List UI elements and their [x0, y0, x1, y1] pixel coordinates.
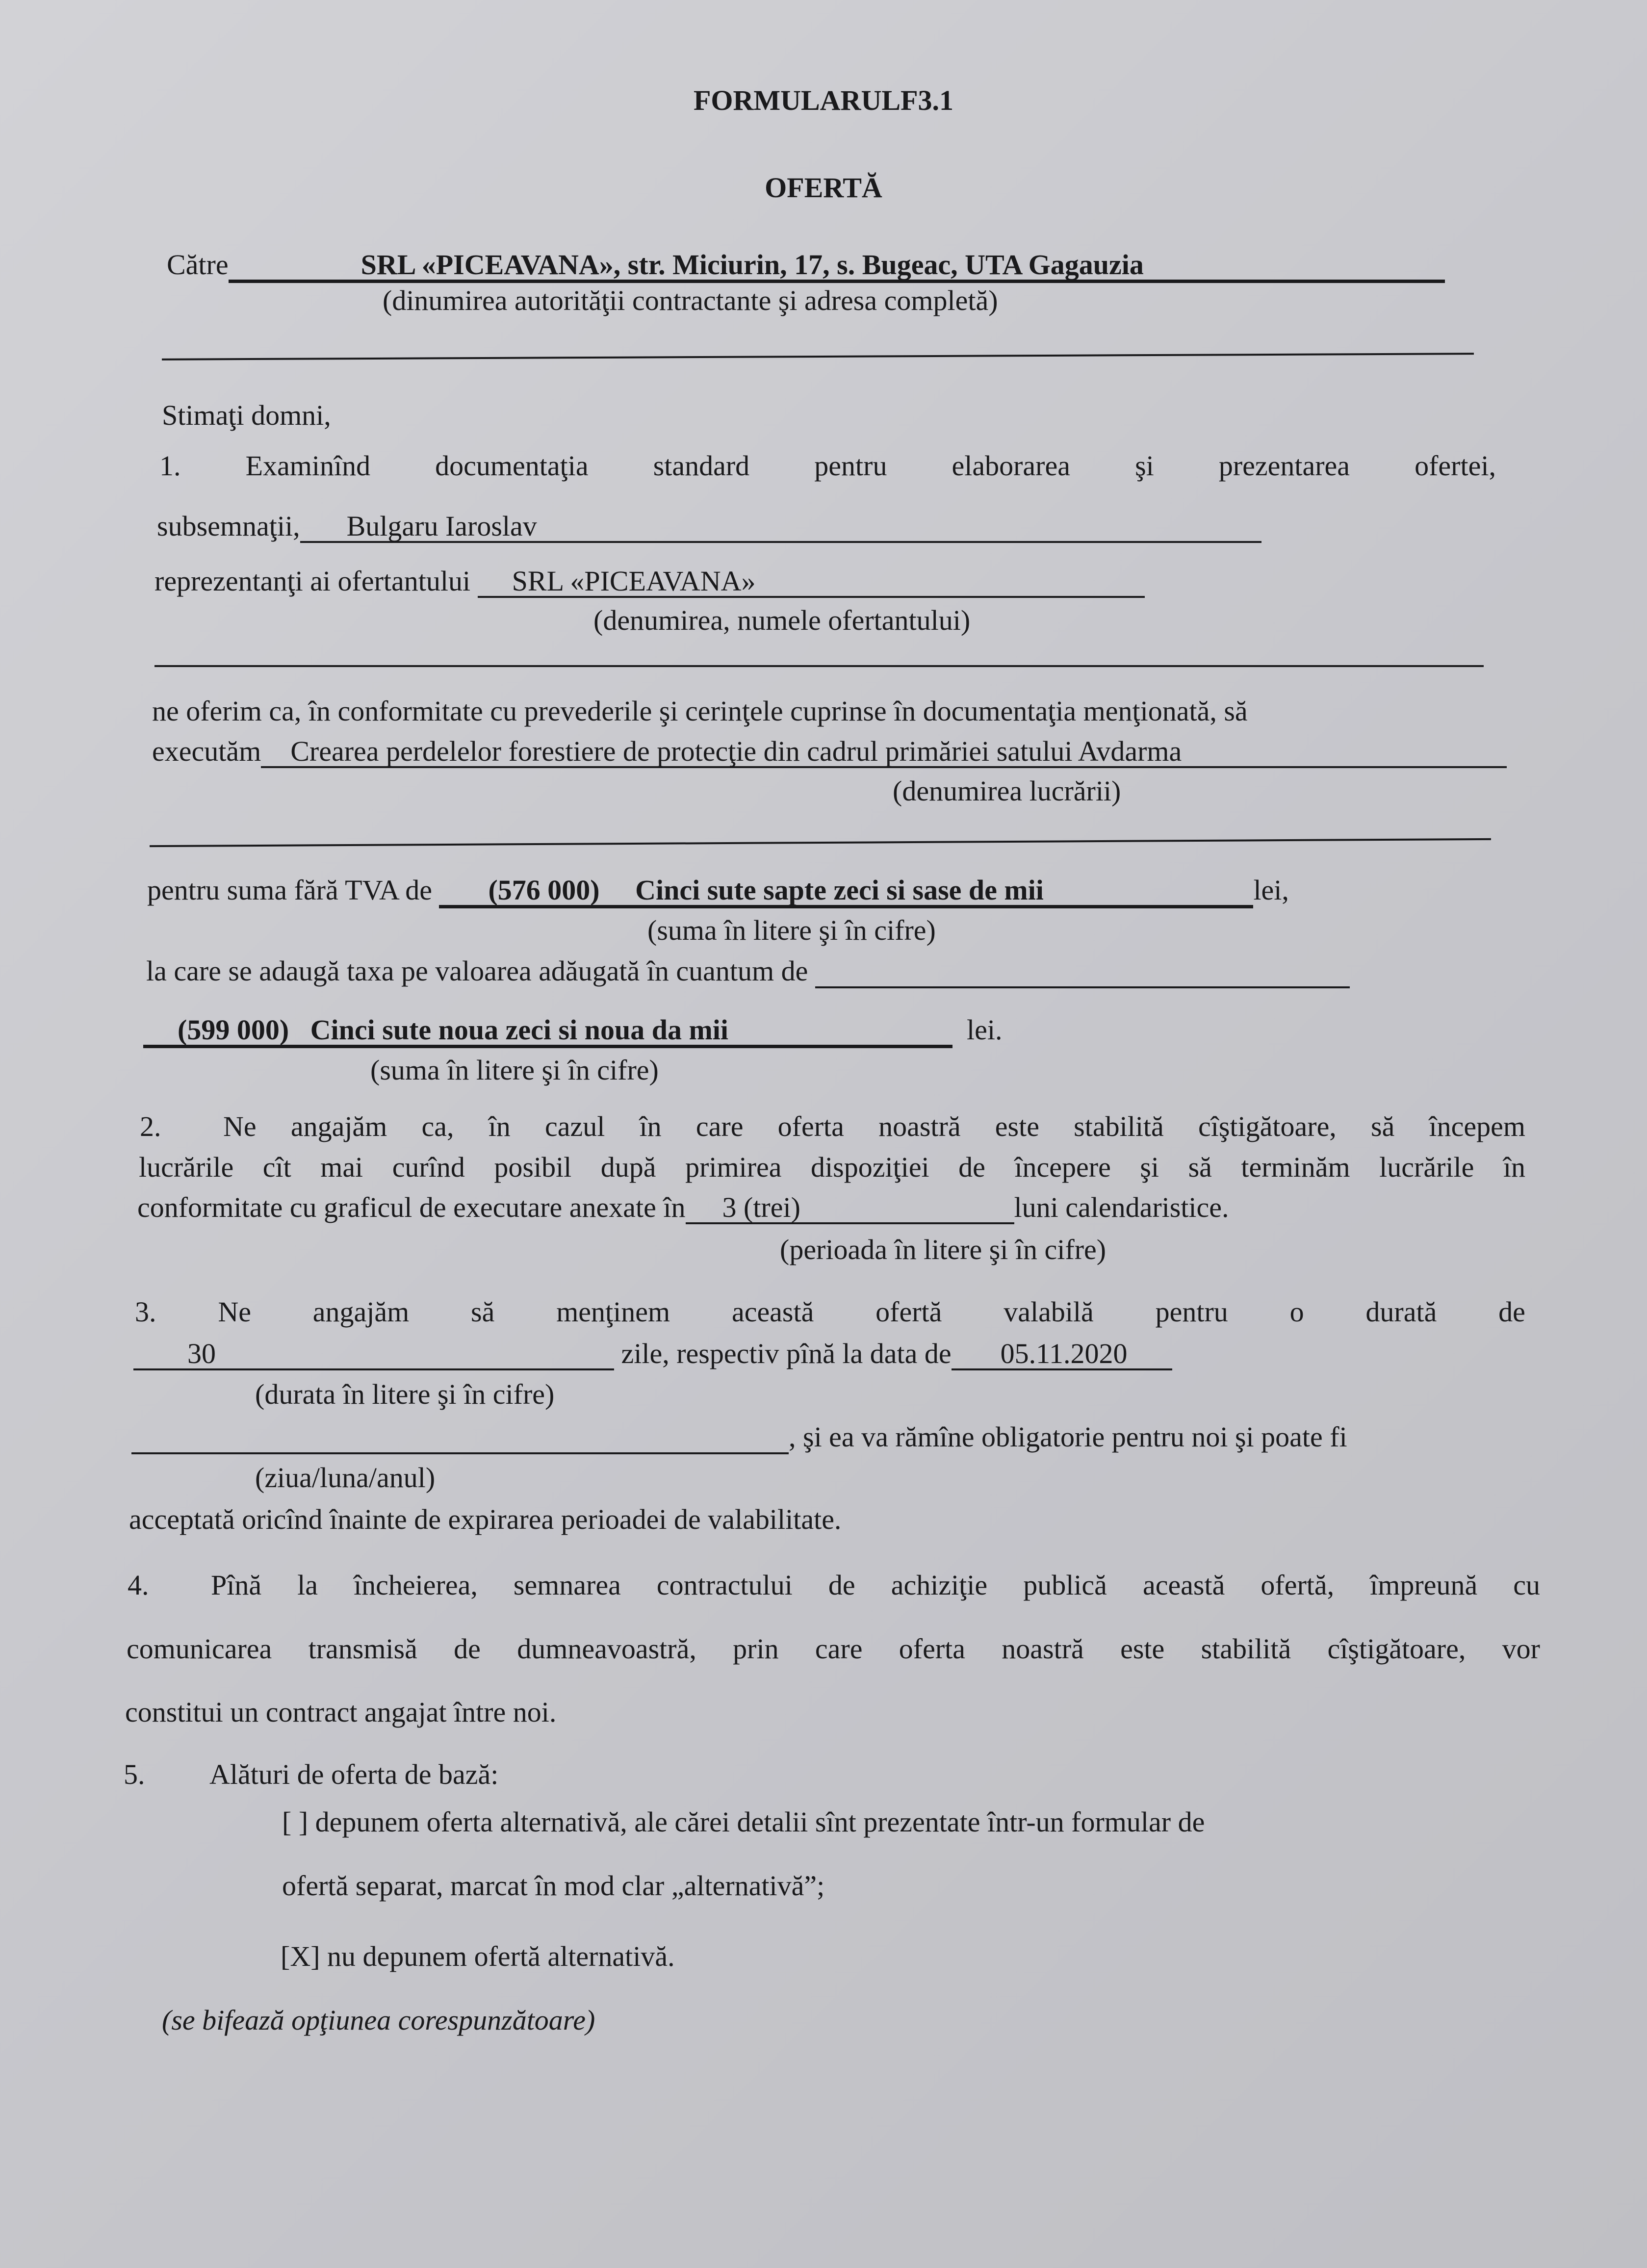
word: Examinînd: [245, 450, 371, 482]
exec-note: (denumirea lucrării): [893, 775, 1121, 807]
execute-field: Crearea perdelelor forestiere de protecţie din cadrul primăriei satului Avdarma: [261, 737, 1507, 768]
p4-number: 4.: [128, 1569, 149, 1601]
sum-words: Cinci sute sapte zeci si sase de mii: [635, 874, 1044, 906]
blank-line: [150, 838, 1491, 847]
sum-unit: lei,: [1253, 874, 1289, 906]
signed-label: subsemnaţii,: [157, 510, 300, 542]
p4-line3: constitui un contract angajat între noi.: [125, 1696, 557, 1728]
word: documentaţia: [435, 450, 589, 482]
option-hint: (se bifează opţiunea corespunzătoare): [162, 2004, 595, 2036]
p4-line1: [128, 1568, 1540, 1602]
word: de: [1498, 1296, 1525, 1328]
text: Ne angajăm ca, în cazul în care oferta noastră este stabilită cîştigătoare, să începem: [223, 1110, 1525, 1142]
word: angajăm: [312, 1296, 410, 1328]
word: valabilă: [1004, 1296, 1094, 1328]
days-field: 30: [133, 1339, 614, 1370]
recipient-label: Către: [167, 249, 229, 281]
greeting: Stimaţi domni,: [162, 399, 331, 431]
sum-label: pentru suma fără TVA de: [147, 874, 432, 906]
recipient-field: SRL «PICEAVANA», str. Miciurin, 17, s. Bugeac, UTA Gagauzia: [229, 250, 1445, 283]
date-row: [131, 1420, 1347, 1454]
date-tail: , şi ea va rămîne obligatorie pentru noi şi poate fi: [789, 1421, 1347, 1453]
days-note: (durata în litere şi în cifre): [255, 1378, 555, 1410]
word: standard: [653, 450, 750, 482]
rep-note: (denumirea, numele ofertantului): [593, 604, 971, 636]
sum-figure: (576 000): [488, 874, 600, 906]
vat-field: [815, 957, 1350, 988]
period-note: (perioada în litere şi în cifre): [780, 1234, 1107, 1265]
p3-number: 3.: [135, 1296, 156, 1328]
word: durată: [1365, 1296, 1437, 1328]
text: depunem oferta alternativă, ale cărei detalii sînt prezentate într-un formular de: [315, 1806, 1205, 1838]
vat-row: [146, 954, 1350, 988]
word: această: [731, 1296, 814, 1328]
option-alternative-line2: ofertă separat, marcat în mod clar „alternativă”;: [282, 1870, 825, 1902]
word: prezentarea: [1218, 450, 1350, 482]
p2-line2: lucrările cît mai curînd posibil după primirea dispoziţiei de începere şi să terminăm lucrările în: [139, 1151, 1525, 1183]
blank-line: [154, 665, 1484, 667]
p1-line1: [159, 449, 1496, 483]
p2-line1: [140, 1109, 1525, 1144]
period-tail: luni calendaristice.: [1014, 1191, 1229, 1223]
date-note: (ziua/luna/anul): [255, 1462, 436, 1494]
date-blank-field: [131, 1423, 789, 1454]
p1-number: 1.: [159, 450, 181, 482]
date-field: 05.11.2020: [952, 1339, 1172, 1370]
p3-line4: acceptată oricînd înainte de expirarea perioadei de valabilitate.: [129, 1503, 842, 1535]
word: Ne: [218, 1296, 251, 1328]
text: nu depunem ofertă alternativă.: [327, 1940, 675, 1972]
word: menţinem: [556, 1296, 670, 1328]
word: pentru: [1155, 1296, 1228, 1328]
sum-note: (suma în litere şi în cifre): [647, 914, 936, 946]
checkbox-alternative[interactable]: [ ]: [282, 1806, 309, 1838]
word: şi: [1135, 450, 1154, 482]
total-unit: lei.: [967, 1014, 1003, 1046]
rep-label: reprezentanţi ai ofertantului: [154, 565, 471, 597]
word: o: [1289, 1296, 1304, 1328]
total-figure: (599 000): [178, 1014, 289, 1046]
representative-row: [154, 564, 1145, 598]
representative-field: SRL «PICEAVANA»: [478, 567, 1145, 598]
total-words: Cinci sute noua zeci si noua da mii: [310, 1014, 728, 1046]
signed-row: [157, 509, 1261, 543]
total-row: [143, 1013, 1002, 1048]
execute-row: [152, 734, 1507, 769]
recipient-row: [167, 248, 1445, 283]
blank-line: [162, 353, 1474, 361]
text: Alături de oferta de bază:: [209, 1758, 499, 1790]
vat-label: la care se adaugă taxa pe valoarea adăugată în cuantum de: [146, 955, 808, 987]
sum-row: [147, 873, 1289, 908]
checkbox-no-alternative[interactable]: [X]: [281, 1940, 320, 1972]
word: să: [471, 1296, 495, 1328]
total-note: (suma în litere şi în cifre): [370, 1054, 659, 1086]
form-id: FORMULARULF3.1: [693, 84, 953, 116]
p3-line1: [135, 1295, 1525, 1329]
period-label: conformitate cu graficul de executare anexate în: [137, 1191, 686, 1223]
validity-row: [133, 1337, 1172, 1371]
p1-line-offer: ne oferim ca, în conformitate cu prevederile şi cerinţele cuprinse în documentaţia menţionată, să: [152, 695, 1248, 727]
total-field: [143, 1015, 952, 1048]
p2-number: 2.: [140, 1110, 161, 1142]
text: Pînă la încheierea, semnarea contractului de achiziţie publică această ofertă, împreună cu: [211, 1569, 1540, 1601]
option-alternative[interactable]: [282, 1805, 1205, 1839]
p4-line2: comunicarea transmisă de dumneavoastră, prin care oferta noastră este stabilită cîştigătoare, vor: [127, 1633, 1540, 1665]
recipient-note: (dinumirea autorităţii contractante şi adresa completă): [383, 284, 998, 316]
word: pentru: [814, 450, 887, 482]
word: ofertei,: [1415, 450, 1496, 482]
p5-number: 5.: [124, 1758, 145, 1790]
signed-field: Bulgaru Iaroslav: [300, 512, 1261, 543]
option-no-alternative[interactable]: [281, 1939, 675, 1974]
period-row: [137, 1190, 1229, 1225]
days-label: zile, respectiv pînă la data de: [621, 1338, 952, 1369]
exec-label: executăm: [152, 735, 261, 767]
period-field: 3 (trei): [686, 1193, 1014, 1224]
document-title: OFERTĂ: [765, 172, 882, 204]
word: elaborarea: [952, 450, 1070, 482]
word: ofertă: [875, 1296, 942, 1328]
sum-field: [439, 876, 1253, 908]
p5-intro: [124, 1757, 498, 1792]
